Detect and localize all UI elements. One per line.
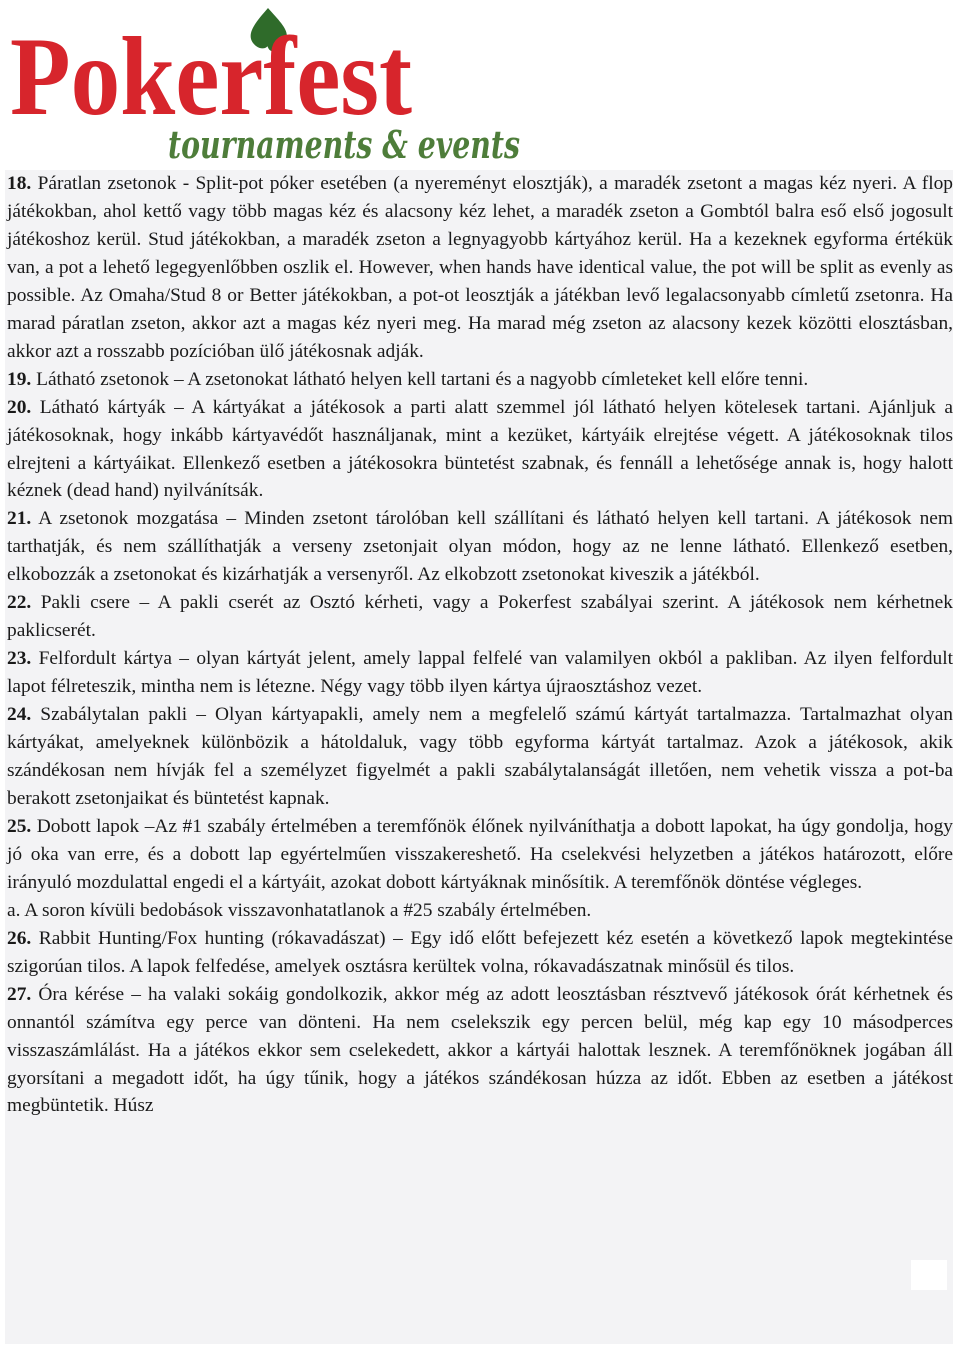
- rule-text: Páratlan zsetonok - Split-pot póker esetében (a nyereményt elosztják), a maradék zsetont a magas kéz nyeri. A flop játékokban, ahol kettő vagy több magas kéz és alacsony kéz lehet, a maradék zseton a Gombtól balra eső első jogosult játékoshoz kerül. Stud játékokban, a maradék zseton a legnyagyobb kártyához kerül. Ha a kezeknek egyforma értékük van, a pot a lehető legegyenlőbben oszlik el. However, when hands have identical value, the pot will be split as evenly as possible. Az Omaha/Stud 8 or Better játékokban, a pot-ot leosztják a játékban levő legalacsonyabb címletű zsetonra. Ha marad páratlan zseton, akkor azt a magas kéz nyeri meg. Ha marad még zseton az alacsony kezek közötti elosztásban, akkor azt a rosszabb pozícióban ülő játékosnak adják.: [7, 173, 953, 362]
- rule-text: Szabálytalan pakli – Olyan kártyapakli, amely nem a megfelelő számú kártyát tartalmazza. Tartalmazhat olyan kártyákat, amelyeknek különbözik a hátoldaluk, vagy több egyforma kártyát tartalmaz. Azok a játékosok, akik szándékosan nem hívják fel a személyzet figyelmét a pakli szabálytalanságát illetően, nem vehetik vissza a pot-ba berakott zsetonjaikat és büntetést kapnak.: [7, 704, 953, 809]
- blank-box: [911, 1260, 947, 1290]
- rule-text: a. A soron kívüli bedobások visszavonhatatlanok a #25 szabály értelmében.: [7, 899, 592, 921]
- rule-22: [7, 589, 953, 645]
- rule-text: A zsetonok mozgatása – Minden zsetont tárolóban kell szállítani és látható helyen kell tartani. A játékosok nem tarthatják, és nem szállíthatják a verseny zsetonjait olyan módon, hogy az ne lenne látható. Ellenkező esetben, elkobozzák a zsetonokat és kizárhatják a versenyről. Az elkobzott zsetonokat kiveszik a játékból.: [7, 508, 953, 586]
- rule-26: [7, 925, 953, 981]
- logo-subtitle: tournaments & events: [168, 122, 520, 167]
- rule-number: 18.: [7, 173, 32, 194]
- rule-number: 22.: [7, 592, 32, 614]
- rule-21: [7, 505, 953, 589]
- rule-number: 19.: [7, 368, 32, 390]
- rule-number: 24.: [7, 704, 32, 726]
- pokerfest-logo: [6, 2, 536, 168]
- rule-23: [7, 645, 953, 701]
- rule-text: Dobott lapok –Az #1 szabály értelmében a teremfőnök élőnek nyilváníthatja a dobott lapokat, ha úgy gondolja, hogy jó oka van erre, és a dobott lap egyértelműen visszakereshető. Ha cselekvési helyzetben a játékos határozott, előre irányuló mozdulattal engedi el a kártyáit, azokat dobott kártyáknak minősítik. A teremfőnök döntése végleges.: [7, 815, 953, 893]
- rule-25-subitem-a: [7, 897, 953, 925]
- rule-text: Rabbit Hunting/Fox hunting (rókavadászat) – Egy idő előtt befejezett kéz esetén a következő lapok megtekintése szigorúan tilos. A lapok felfedése, amelyek osztásra kerültek volna, rókavadászatnak minősül és tilos.: [7, 927, 953, 977]
- rule-number: 23.: [7, 648, 32, 670]
- rule-25: [7, 813, 953, 897]
- rule-18: [7, 170, 953, 366]
- rule-27: [7, 981, 953, 1121]
- rule-number: 26.: [7, 927, 32, 949]
- rule-19: [7, 366, 953, 394]
- logo-title: Pokerfest: [10, 15, 412, 139]
- rule-text: Óra kérése – ha valaki sokáig gondolkozik, akkor még az adott leosztásban résztvevő játékosok órát kérhetnek és onnantól számítva egy perce van dönteni. Ha nem cselekszik egy percen belül, még kap egy 10 másodperces visszaszámlálást. Ha a játékos ekkor sem cselekedett, akkor a kártyái halottak lesznek. A teremfőnöknek jogában áll gyorsítani a megadott időt, ha úgy tűnik, hogy a játékos szándékosan húzza az időt. Ebben az esetben a játékost megbüntetik. Húsz: [7, 983, 953, 1117]
- rule-text: Felfordult kártya – olyan kártyát jelent, amely lappal felfelé van valamilyen okból a pakliban. Az ilyen felfordult lapot félreteszik, mintha nem is létezne. Négy vagy több ilyen kártya újraosztáshoz vezet.: [7, 648, 953, 698]
- rule-20: [7, 394, 953, 506]
- rules-text: [5, 170, 953, 1344]
- rule-text: Pakli csere – A pakli cserét az Osztó kérheti, vagy a Pokerfest szabályai szerint. A játékosok nem kérhetnek paklicserét.: [7, 592, 953, 642]
- rule-24: [7, 701, 953, 813]
- rule-text: Látható zsetonok – A zsetonokat látható helyen kell tartani és a nagyobb címleteket kell előre tenni.: [31, 368, 809, 390]
- rule-number: 25.: [7, 815, 32, 837]
- rule-number: 21.: [7, 508, 32, 530]
- rule-text: Látható kártyák – A kártyákat a játékosok a parti alatt szemmel jól látható helyen kötelesek tartani. Ajánljuk a játékosoknak, hogy inkább kártyavédőt használjanak, mint a kezüket, kártyáik elrejtése végett. A játékosoknak tilos elrejteni a kártyáikat. Ellenkező esetben a játékosokra büntetést szabnak, és fennáll a lehetősége annak is, hogy halott kéznek (dead hand) nyilvánítsák.: [7, 396, 953, 502]
- rule-number: 20.: [7, 396, 32, 418]
- rule-number: 27.: [7, 983, 32, 1005]
